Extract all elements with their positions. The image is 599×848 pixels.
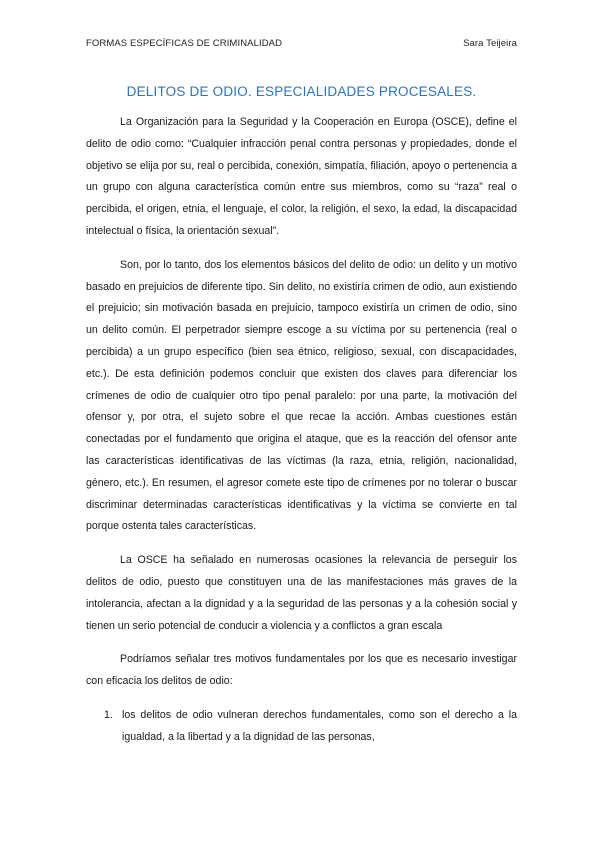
paragraph-three-motives: Podríamos señalar tres motivos fundamentales por los que es necesario investigar con eficacia los delitos de odio:: [86, 653, 517, 688]
list-item-number: 1.: [104, 708, 113, 721]
paragraph-basic-elements: Son, por lo tanto, dos los elementos básicos del delito de odio: un delito y un motivo basado en prejuicios de diferente tipo. Sin delito, no existiría crimen de odio, aun existiendo el prejuicio; sin motivación basada en prejuicio, tampoco existiría un crimen de odio, sino un delito común. El perpetrador siempre escoge a su víctima por su pertenencia (real o percibida) a un grupo específico (bien sea étnico, religioso, sexual, con discapacidades, etc.). De esta definición podemos concluir que existen dos claves para diferenciar los crímenes de odio de cualquier otro tipo penal paralelo: por una parte, la motivación del ofensor y, por otra, el sujeto sobre el que recae la acción. Ambas cuestiones están conectadas por el fundamento que origina el ataque, que es la reacción del ofensor ante las características identificativas de las víctimas (la raza, etnia, religión, nacionalidad, género, etc.). En resumen, el agresor comete este tipo de crímenes por no tolerar o buscar discriminar determinadas características identificativas y la víctima se convierte en tal porque ostenta tales características.: [86, 258, 517, 533]
list-item: [86, 705, 517, 749]
motives-list: [86, 705, 517, 749]
document-title: DELITOS DE ODIO. ESPECIALIDADES PROCESALES.: [126, 84, 477, 99]
header-section-title: FORMAS ESPECÍFICAS DE CRIMINALIDAD: [86, 38, 283, 49]
document-body: [86, 112, 517, 749]
paragraph-osce-definition: La Organización para la Seguridad y la Cooperación en Europa (OSCE), define el delito de odio como: “Cualquier infracción penal contra personas y propiedades, donde el objetivo se elija por su, real o percibida, conexión, simpatía, filiación, apoyo o pertenencia a un grupo con alguna característica común entre sus miembros, como su “raza” real o percibida, el origen, etnia, el lenguaje, el color, la religión, el sexo, la edad, la discapacidad intelectual o física, la orientación sexual”.: [86, 116, 517, 237]
list-item-text: los delitos de odio vulneran derechos fundamentales, como son el derecho a la igualdad, a la libertad y a la dignidad de las personas,: [122, 708, 517, 743]
page-header: [86, 38, 517, 52]
paragraph-osce-relevance: La OSCE ha señalado en numerosas ocasiones la relevancia de perseguir los delitos de odio, puesto que constituyen una de las manifestaciones más graves de la intolerancia, afectan a la dignidad y a la seguridad de las personas y a la cohesión social y tienen un serio potencial de conducir a violencia y a conflictos a gran escala: [86, 554, 517, 632]
header-author: Sara Teijeira: [463, 38, 517, 49]
